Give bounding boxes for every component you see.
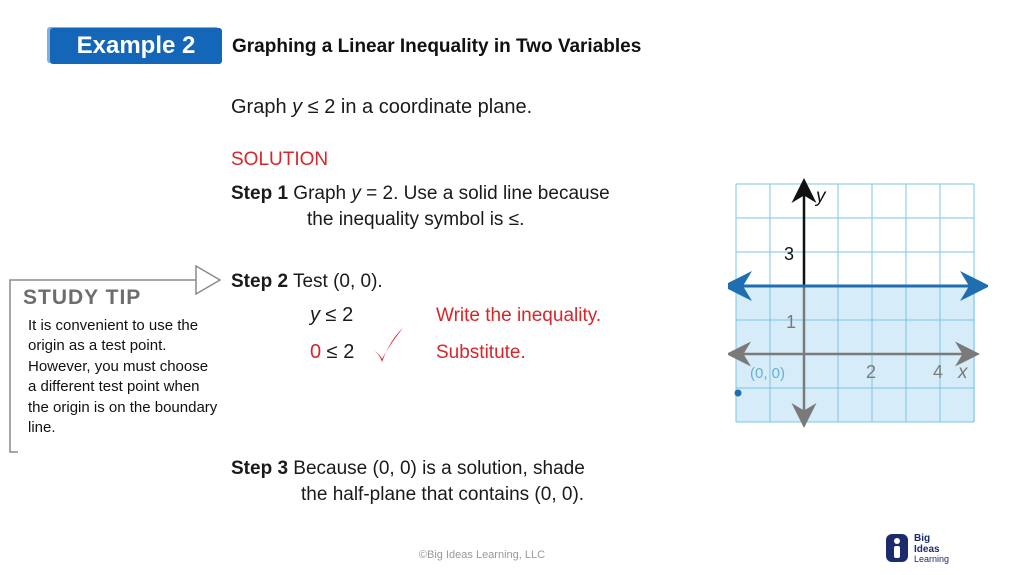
- x-tick-2: 2: [866, 362, 877, 382]
- example-title: Graphing a Linear Inequality in Two Variables: [232, 36, 642, 57]
- solution-label: SOLUTION: [231, 149, 329, 170]
- copyright-footer: ©Big Ideas Learning, LLC: [418, 549, 546, 561]
- step-3-line-2: the half-plane that contains (0, 0).: [301, 484, 585, 505]
- substituted-zero: 0: [310, 341, 322, 363]
- y-tick-1: 1: [786, 312, 797, 332]
- y-tick-3: 3: [784, 244, 795, 264]
- step-1-label: Step 1: [231, 183, 289, 204]
- study-tip-text: It is convenient to use the origin as a test point. However, you must choose a different test point when the origin is on the boundary line.: [28, 317, 218, 437]
- step-2-text: Test (0, 0).: [288, 271, 383, 292]
- step-1-text-pre: Graph: [288, 183, 352, 204]
- prompt-text-post: ≤ 2 in a coordinate plane.: [302, 96, 533, 118]
- step-2-label: Step 2: [231, 271, 289, 292]
- step-3-label: Step 3: [231, 458, 289, 479]
- prompt-variable: y: [292, 96, 303, 118]
- inequality-line: [310, 304, 353, 327]
- svg-text:Ideas: Ideas: [914, 544, 940, 555]
- prompt-text-pre: Graph: [231, 96, 293, 118]
- substitution-rest: ≤ 2: [321, 341, 355, 363]
- inequality-rest: ≤ 2: [320, 304, 354, 326]
- step-3: [231, 456, 585, 508]
- inequality-variable: y: [310, 304, 320, 326]
- svg-text:Learning: Learning: [914, 554, 950, 564]
- checkmark-icon: [370, 326, 406, 366]
- x-tick-4: 4: [933, 362, 944, 382]
- step-1-text-post: = 2. Use a solid line because: [360, 183, 610, 204]
- example-badge: Example 2: [50, 28, 222, 64]
- step-1-line-2: the inequality symbol is ≤.: [307, 209, 525, 230]
- problem-prompt: [231, 96, 532, 119]
- note-write-inequality: Write the inequality.: [436, 305, 602, 326]
- big-ideas-learning-logo: [884, 530, 964, 566]
- step-1-variable: y: [351, 183, 361, 204]
- svg-text:Big: Big: [914, 533, 931, 544]
- origin-test-point: [735, 390, 742, 397]
- y-axis-label: y: [816, 186, 826, 207]
- coordinate-plane: [728, 178, 988, 428]
- study-tip-title: STUDY TIP: [23, 286, 147, 310]
- origin-label: (0, 0): [750, 365, 786, 382]
- x-axis-label: x: [958, 362, 968, 383]
- substitution-line: [310, 341, 354, 364]
- note-substitute: Substitute.: [436, 342, 526, 363]
- step-1: [231, 181, 610, 233]
- step-3-line-1: Because (0, 0) is a solution, shade: [288, 458, 585, 479]
- step-2: [231, 269, 383, 295]
